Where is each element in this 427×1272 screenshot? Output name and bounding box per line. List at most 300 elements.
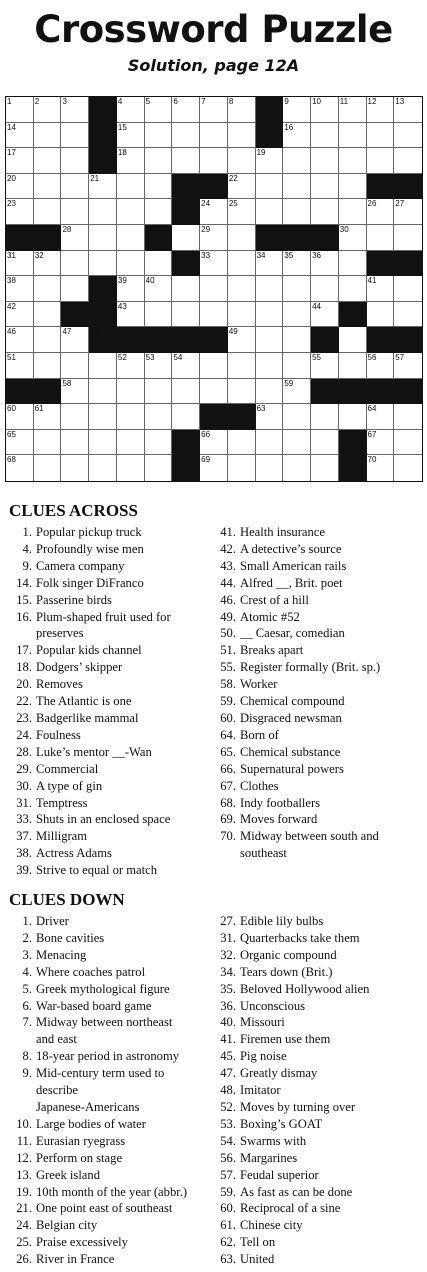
grid-cell[interactable] bbox=[311, 404, 339, 430]
grid-cell[interactable] bbox=[117, 379, 145, 405]
grid-cell[interactable] bbox=[228, 327, 256, 353]
clue-item bbox=[212, 744, 417, 761]
grid-cell[interactable] bbox=[6, 199, 34, 225]
grid-cell[interactable] bbox=[339, 123, 367, 149]
grid-cell[interactable] bbox=[367, 97, 395, 123]
clue-item bbox=[8, 862, 213, 879]
grid-cell[interactable] bbox=[367, 404, 395, 430]
clue-number: 55. bbox=[220, 660, 236, 675]
clues-across-heading: CLUES ACROSS bbox=[9, 501, 138, 520]
grid-cell[interactable] bbox=[61, 430, 89, 456]
grid-cell[interactable] bbox=[61, 97, 89, 123]
clue-number: 51. bbox=[220, 643, 236, 658]
grid-cell[interactable] bbox=[145, 379, 173, 405]
clue-item bbox=[212, 575, 417, 592]
clue-number: 3. bbox=[22, 947, 32, 962]
grid-cell[interactable] bbox=[117, 123, 145, 149]
cell-number: 41 bbox=[367, 276, 377, 286]
grid-cell[interactable] bbox=[117, 455, 145, 481]
clue-text: Moves forward bbox=[240, 812, 318, 827]
grid-cell[interactable] bbox=[228, 174, 256, 200]
grid-cell[interactable] bbox=[61, 199, 89, 225]
grid-cell[interactable] bbox=[61, 225, 89, 251]
grid-cell[interactable] bbox=[200, 379, 228, 405]
clue-text: Eurasian ryegrass bbox=[36, 1133, 126, 1148]
grid-cell[interactable] bbox=[283, 353, 311, 379]
clue-number: 14. bbox=[16, 575, 32, 590]
grid-cell[interactable] bbox=[61, 404, 89, 430]
grid-cell[interactable] bbox=[367, 148, 395, 174]
grid-cell[interactable] bbox=[117, 148, 145, 174]
grid-cell[interactable] bbox=[6, 148, 34, 174]
grid-cell[interactable] bbox=[228, 302, 256, 328]
grid-cell[interactable] bbox=[228, 379, 256, 405]
grid-cell[interactable] bbox=[200, 148, 228, 174]
clue-item bbox=[8, 744, 213, 761]
black-square bbox=[228, 404, 256, 430]
grid-cell[interactable] bbox=[367, 199, 395, 225]
clue-item bbox=[8, 659, 213, 676]
grid-cell[interactable] bbox=[145, 353, 173, 379]
grid-cell[interactable] bbox=[145, 174, 173, 200]
clue-number: 53. bbox=[220, 1116, 236, 1131]
grid-cell[interactable] bbox=[256, 251, 284, 277]
grid-cell[interactable] bbox=[283, 302, 311, 328]
grid-cell[interactable] bbox=[339, 251, 367, 277]
grid-cell[interactable] bbox=[89, 174, 117, 200]
grid-cell[interactable] bbox=[228, 199, 256, 225]
grid-cell[interactable] bbox=[394, 455, 422, 481]
cell-number: 44 bbox=[312, 301, 321, 311]
grid-cell[interactable] bbox=[339, 97, 367, 123]
clue-item bbox=[212, 625, 417, 642]
clue-number: 68. bbox=[220, 795, 236, 810]
grid-cell[interactable] bbox=[311, 148, 339, 174]
grid-cell[interactable] bbox=[228, 97, 256, 123]
grid-cell[interactable] bbox=[394, 148, 422, 174]
clue-number: 59. bbox=[220, 694, 236, 709]
grid-cell[interactable] bbox=[283, 148, 311, 174]
grid-cell[interactable] bbox=[61, 353, 89, 379]
clue-text: Passerine birds bbox=[36, 592, 112, 607]
grid-cell[interactable] bbox=[200, 199, 228, 225]
clue-text: War-based board game bbox=[36, 998, 152, 1013]
clue-number: 24. bbox=[16, 1218, 32, 1233]
grid-cell[interactable] bbox=[200, 276, 228, 302]
grid-cell[interactable] bbox=[145, 430, 173, 456]
cell-number: 1 bbox=[7, 97, 12, 106]
grid-cell[interactable] bbox=[145, 148, 173, 174]
grid-cell[interactable] bbox=[256, 379, 284, 405]
grid-cell[interactable] bbox=[6, 327, 34, 353]
grid-cell[interactable] bbox=[339, 199, 367, 225]
grid-cell[interactable] bbox=[394, 97, 422, 123]
clue-item bbox=[8, 981, 213, 998]
grid-cell[interactable] bbox=[394, 199, 422, 225]
grid-cell[interactable] bbox=[89, 225, 117, 251]
clue-text: Actress Adams bbox=[36, 846, 112, 861]
clue-text: Mid-century term used to bbox=[36, 1066, 165, 1081]
grid-cell[interactable] bbox=[34, 97, 62, 123]
grid-cell[interactable] bbox=[145, 455, 173, 481]
grid-cell[interactable] bbox=[34, 353, 62, 379]
grid-cell[interactable] bbox=[367, 123, 395, 149]
grid-cell[interactable] bbox=[145, 251, 173, 277]
grid-cell[interactable] bbox=[311, 455, 339, 481]
grid-cell[interactable] bbox=[283, 97, 311, 123]
clue-number: 5. bbox=[22, 981, 32, 996]
grid-cell[interactable] bbox=[228, 430, 256, 456]
clue-number: 27. bbox=[220, 914, 236, 928]
grid-cell[interactable] bbox=[117, 225, 145, 251]
clue-item bbox=[8, 1031, 213, 1048]
grid-cell[interactable] bbox=[394, 123, 422, 149]
grid-cell[interactable] bbox=[256, 199, 284, 225]
clue-item bbox=[212, 845, 417, 862]
clue-item bbox=[212, 947, 417, 964]
black-square bbox=[172, 174, 200, 200]
cell-number: 3 bbox=[62, 97, 67, 106]
clue-text: As fast as can be done bbox=[240, 1184, 353, 1199]
grid-cell[interactable] bbox=[311, 199, 339, 225]
cell-number: 64 bbox=[367, 404, 377, 414]
grid-cell[interactable] bbox=[61, 123, 89, 149]
grid-cell[interactable] bbox=[283, 199, 311, 225]
clue-text: preserves bbox=[36, 626, 84, 641]
grid-cell[interactable] bbox=[172, 302, 200, 328]
grid-cell[interactable] bbox=[200, 251, 228, 277]
clue-number: 58. bbox=[220, 677, 236, 692]
grid-cell[interactable] bbox=[367, 276, 395, 302]
grid-cell[interactable] bbox=[117, 174, 145, 200]
grid-cell[interactable] bbox=[311, 430, 339, 456]
grid-cell[interactable] bbox=[145, 276, 173, 302]
grid-cell[interactable] bbox=[256, 174, 284, 200]
black-square bbox=[339, 455, 367, 481]
clue-item bbox=[212, 828, 417, 845]
grid-cell[interactable] bbox=[283, 174, 311, 200]
grid-cell[interactable] bbox=[61, 379, 89, 405]
grid-cell[interactable] bbox=[394, 302, 422, 328]
grid-cell[interactable] bbox=[200, 302, 228, 328]
grid-cell[interactable] bbox=[117, 97, 145, 123]
clue-item bbox=[8, 592, 213, 609]
clue-item bbox=[8, 1082, 213, 1099]
clue-number: 36. bbox=[220, 998, 236, 1013]
grid-cell[interactable] bbox=[311, 97, 339, 123]
grid-cell[interactable] bbox=[256, 327, 284, 353]
clue-number bbox=[8, 1082, 36, 1099]
grid-cell[interactable] bbox=[117, 251, 145, 277]
clue-item bbox=[8, 1217, 213, 1234]
grid-cell[interactable] bbox=[339, 225, 367, 251]
grid-cell[interactable] bbox=[228, 353, 256, 379]
grid-cell[interactable] bbox=[339, 404, 367, 430]
grid-cell[interactable] bbox=[311, 353, 339, 379]
cell-number: 35 bbox=[284, 250, 294, 260]
grid-cell[interactable] bbox=[89, 353, 117, 379]
grid-cell[interactable] bbox=[200, 123, 228, 149]
clue-item bbox=[212, 930, 417, 947]
black-square bbox=[172, 430, 200, 456]
grid-cell[interactable] bbox=[89, 404, 117, 430]
clue-text: Imitator bbox=[240, 1083, 281, 1098]
grid-cell[interactable] bbox=[256, 430, 284, 456]
grid-cell[interactable] bbox=[61, 148, 89, 174]
grid-cell[interactable] bbox=[61, 455, 89, 481]
clue-item bbox=[212, 1150, 417, 1167]
grid-cell[interactable] bbox=[339, 148, 367, 174]
grid-cell[interactable] bbox=[394, 430, 422, 456]
grid-cell[interactable] bbox=[34, 276, 62, 302]
clue-item bbox=[212, 1251, 417, 1268]
grid-cell[interactable] bbox=[61, 276, 89, 302]
cell-number: 33 bbox=[201, 250, 211, 260]
clue-item bbox=[8, 913, 213, 930]
cell-number: 48 bbox=[90, 327, 100, 337]
grid-cell[interactable] bbox=[34, 174, 62, 200]
grid-cell[interactable] bbox=[200, 455, 228, 481]
black-square bbox=[34, 379, 62, 405]
black-square bbox=[89, 97, 117, 123]
grid-cell[interactable] bbox=[34, 199, 62, 225]
grid-cell[interactable] bbox=[367, 353, 395, 379]
grid-cell[interactable] bbox=[172, 123, 200, 149]
grid-cell[interactable] bbox=[117, 276, 145, 302]
clue-item bbox=[8, 642, 213, 659]
black-square bbox=[89, 148, 117, 174]
clue-number: 31. bbox=[220, 930, 236, 945]
clue-text: Popular pickup truck bbox=[36, 525, 142, 539]
grid-cell[interactable] bbox=[34, 404, 62, 430]
grid-cell[interactable] bbox=[283, 404, 311, 430]
grid-cell[interactable] bbox=[256, 276, 284, 302]
grid-cell[interactable] bbox=[61, 174, 89, 200]
grid-cell[interactable] bbox=[145, 199, 173, 225]
grid-cell[interactable] bbox=[367, 430, 395, 456]
grid-cell[interactable] bbox=[367, 302, 395, 328]
grid-cell[interactable] bbox=[145, 97, 173, 123]
clue-number: 63. bbox=[220, 1252, 236, 1267]
grid-cell[interactable] bbox=[6, 97, 34, 123]
black-square bbox=[172, 455, 200, 481]
grid-cell[interactable] bbox=[172, 148, 200, 174]
grid-cell[interactable] bbox=[34, 148, 62, 174]
clue-number: 61. bbox=[220, 1218, 236, 1233]
grid-cell[interactable] bbox=[117, 199, 145, 225]
grid-cell[interactable] bbox=[394, 276, 422, 302]
grid-cell[interactable] bbox=[34, 123, 62, 149]
cell-number: 31 bbox=[7, 250, 16, 260]
grid-cell[interactable] bbox=[89, 379, 117, 405]
grid-cell[interactable] bbox=[339, 174, 367, 200]
clue-text: Organic compound bbox=[240, 947, 337, 962]
clue-item bbox=[212, 727, 417, 744]
clue-number: 7. bbox=[22, 1015, 32, 1030]
clue-item bbox=[8, 625, 213, 642]
grid-cell[interactable] bbox=[6, 404, 34, 430]
clue-item bbox=[8, 1099, 213, 1116]
clue-text: Crest of a hill bbox=[240, 592, 309, 607]
grid-cell[interactable] bbox=[117, 404, 145, 430]
grid-cell[interactable] bbox=[311, 251, 339, 277]
black-square bbox=[283, 225, 311, 251]
grid-cell[interactable] bbox=[6, 302, 34, 328]
black-square bbox=[61, 302, 89, 328]
clue-item bbox=[212, 811, 417, 828]
clue-text: Health insurance bbox=[240, 525, 325, 539]
clue-text: Praise excessively bbox=[36, 1235, 128, 1250]
grid-cell[interactable] bbox=[6, 251, 34, 277]
grid-cell[interactable] bbox=[283, 251, 311, 277]
clue-text: Menacing bbox=[36, 947, 87, 962]
grid-cell[interactable] bbox=[228, 455, 256, 481]
clue-number: 21. bbox=[16, 1201, 32, 1216]
clue-item bbox=[212, 1065, 417, 1082]
grid-cell[interactable] bbox=[172, 379, 200, 405]
clue-item bbox=[8, 930, 213, 947]
clue-text: 10th month of the year (abbr.) bbox=[36, 1184, 188, 1199]
grid-cell[interactable] bbox=[367, 455, 395, 481]
grid-cell[interactable] bbox=[89, 430, 117, 456]
black-square bbox=[89, 276, 117, 302]
grid-cell[interactable] bbox=[89, 251, 117, 277]
grid-cell[interactable] bbox=[200, 97, 228, 123]
clue-number: 40. bbox=[220, 1015, 236, 1030]
grid-cell[interactable] bbox=[6, 174, 34, 200]
grid-cell[interactable] bbox=[256, 353, 284, 379]
clue-item bbox=[212, 981, 417, 998]
clue-number: 22. bbox=[16, 694, 32, 709]
grid-cell[interactable] bbox=[228, 123, 256, 149]
clue-number: 37. bbox=[16, 829, 32, 844]
grid-cell[interactable] bbox=[311, 276, 339, 302]
grid-cell[interactable] bbox=[394, 225, 422, 251]
black-square bbox=[339, 302, 367, 328]
clue-item bbox=[212, 1167, 417, 1184]
grid-cell[interactable] bbox=[283, 327, 311, 353]
cell-number: 39 bbox=[117, 276, 127, 286]
cell-number: 62 bbox=[228, 404, 238, 414]
grid-cell[interactable] bbox=[283, 455, 311, 481]
grid-cell[interactable] bbox=[200, 353, 228, 379]
grid-cell[interactable] bbox=[339, 327, 367, 353]
grid-cell[interactable] bbox=[256, 455, 284, 481]
grid-cell[interactable] bbox=[200, 430, 228, 456]
grid-cell[interactable] bbox=[283, 379, 311, 405]
cell-number: 11 bbox=[339, 97, 349, 106]
grid-cell[interactable] bbox=[172, 353, 200, 379]
clue-number: 65. bbox=[220, 744, 236, 759]
grid-cell[interactable] bbox=[34, 251, 62, 277]
grid-cell[interactable] bbox=[200, 225, 228, 251]
grid-cell[interactable] bbox=[145, 302, 173, 328]
grid-cell[interactable] bbox=[61, 251, 89, 277]
grid-cell[interactable] bbox=[61, 327, 89, 353]
grid-cell[interactable] bbox=[34, 430, 62, 456]
grid-cell[interactable] bbox=[311, 302, 339, 328]
grid-cell[interactable] bbox=[6, 430, 34, 456]
grid-cell[interactable] bbox=[145, 123, 173, 149]
black-square bbox=[34, 225, 62, 251]
clue-item bbox=[8, 1133, 213, 1150]
clue-number: 20. bbox=[16, 677, 32, 692]
grid-cell[interactable] bbox=[228, 276, 256, 302]
grid-cell[interactable] bbox=[6, 455, 34, 481]
grid-cell[interactable] bbox=[172, 97, 200, 123]
grid-cell[interactable] bbox=[6, 276, 34, 302]
grid-cell[interactable] bbox=[228, 251, 256, 277]
grid-cell[interactable] bbox=[394, 353, 422, 379]
cell-number: 12 bbox=[367, 97, 377, 106]
cell-number: 43 bbox=[117, 301, 127, 311]
clue-item bbox=[212, 1116, 417, 1133]
grid-cell[interactable] bbox=[256, 404, 284, 430]
clues-down-column-1 bbox=[8, 913, 213, 1268]
cell-number: 27 bbox=[395, 199, 405, 209]
grid-cell[interactable] bbox=[117, 302, 145, 328]
cell-number: 22 bbox=[228, 173, 238, 183]
clue-number: 11. bbox=[16, 1133, 32, 1148]
cell-number: 18 bbox=[117, 148, 127, 158]
page-subtitle: Solution, page 12A bbox=[127, 56, 300, 75]
cell-number: 20 bbox=[7, 173, 16, 183]
grid-cell[interactable] bbox=[283, 123, 311, 149]
grid-cell[interactable] bbox=[256, 302, 284, 328]
clue-text: One point east of southeast bbox=[36, 1201, 173, 1216]
grid-cell[interactable] bbox=[283, 276, 311, 302]
clue-text: southeast bbox=[240, 846, 287, 861]
grid-cell[interactable] bbox=[283, 430, 311, 456]
grid-cell[interactable] bbox=[339, 276, 367, 302]
grid-cell[interactable] bbox=[172, 225, 200, 251]
grid-cell[interactable] bbox=[34, 302, 62, 328]
grid-cell[interactable] bbox=[34, 327, 62, 353]
grid-cell[interactable] bbox=[34, 455, 62, 481]
grid-cell[interactable] bbox=[6, 353, 34, 379]
grid-cell[interactable] bbox=[117, 353, 145, 379]
clue-item bbox=[8, 541, 213, 558]
grid-cell[interactable] bbox=[367, 225, 395, 251]
grid-cell[interactable] bbox=[339, 353, 367, 379]
clue-number bbox=[212, 845, 240, 862]
clue-number: 32. bbox=[220, 947, 236, 962]
clue-number: 67. bbox=[220, 778, 236, 793]
black-square bbox=[200, 174, 228, 200]
grid-cell[interactable] bbox=[311, 174, 339, 200]
grid-cell[interactable] bbox=[228, 225, 256, 251]
grid-cell[interactable] bbox=[172, 404, 200, 430]
grid-cell[interactable] bbox=[89, 455, 117, 481]
grid-cell[interactable] bbox=[6, 123, 34, 149]
grid-cell[interactable] bbox=[394, 404, 422, 430]
clue-item bbox=[8, 1184, 213, 1201]
grid-cell[interactable] bbox=[256, 148, 284, 174]
cell-number: 36 bbox=[312, 250, 321, 260]
cell-number: 68 bbox=[7, 455, 16, 465]
grid-cell[interactable] bbox=[311, 123, 339, 149]
grid-cell[interactable] bbox=[89, 199, 117, 225]
crossword-grid bbox=[5, 96, 423, 482]
grid-cell[interactable] bbox=[228, 148, 256, 174]
grid-cell[interactable] bbox=[117, 430, 145, 456]
grid-cell[interactable] bbox=[145, 404, 173, 430]
clue-item bbox=[8, 524, 213, 541]
cell-number: 70 bbox=[367, 455, 377, 465]
black-square bbox=[311, 225, 339, 251]
clue-number: 46. bbox=[220, 592, 236, 607]
grid-cell[interactable] bbox=[172, 276, 200, 302]
